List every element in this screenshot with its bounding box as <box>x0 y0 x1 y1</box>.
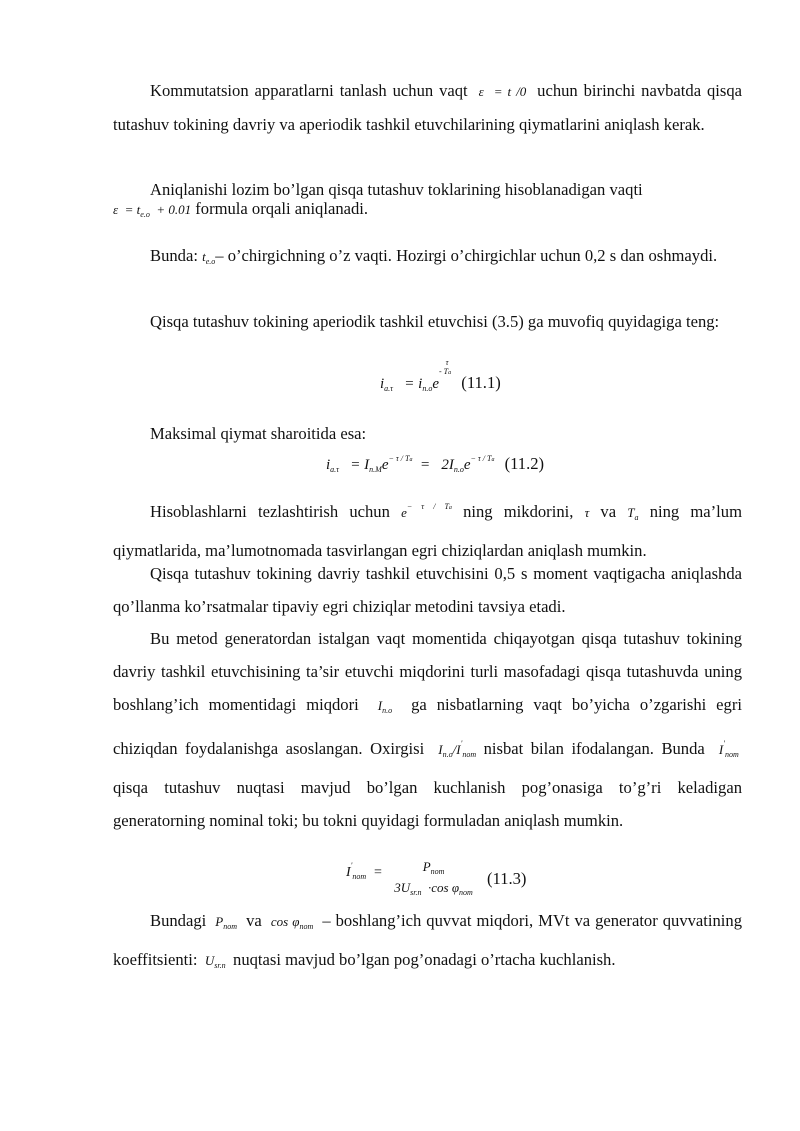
equation-11-3-label: (11.3) <box>486 868 527 888</box>
paragraph-8: Bu metod generatordan istalgan vaqt momentida chiqayotgan qisqa tutashuv tokining davriy tashkil etuvchisining ta’sir etuvchi miqdorini turli masofadagi qisqa tutashuvda uning boshlang’ich momentidagi miqdori $I_{n.o}$ ga nisbatlarning vaqt bo’yicha o’zgarishi egri chiziqdan foydalanishga asoslangan. Oxirgisi $I_{n.o}/I'_{nom}$ nisbat bilan ifodalangan. Bunda $I'_{nom}$ qisqa tutashuv nuqtasi mavjud bo’lgan kuchlanish pog’onasiga to’g’ri keladigan generatorning nominal toki; bu tokni quyidagi formuladan aniqlash mumkin. <box>113 629 742 830</box>
paragraph-1: Kommutatsion apparatlarni tanlash uchun vaqt ε = t /0 uchun birinchi navbatda qisqa tutashuv tokining davriy va aperiodik tashkil etuvchilarining qiymatlarini aniqlash kerak. <box>113 81 742 134</box>
equation-11-1: $i_{a.\tau} = i_{n.o}e$ τ - Ta (11.1) <box>380 358 501 393</box>
paragraph-2-line-2: $\varepsilon = t_{e.o} + 0.01$ formula orqali aniqlanadi. <box>113 199 369 219</box>
paragraph-9: Bundagi $P_{nom}$ va $\cos \varphi_{nom}$ – boshlang’ich quvvat miqdori, MVt va generator quvvatining koeffitsienti: $U_{sr.n}$ nuqtasi mavjud bo’lgan pog’onadagi o’rtacha kuchlanish. <box>113 911 743 970</box>
paragraph-4: Qisqa tutashuv tokining aperiodik tashkil etuvchisi (3.5) ga muvofiq quyidagiga teng: <box>150 312 720 331</box>
equation-11-2-label: (11.2) <box>504 454 545 473</box>
equation-11-1-label: (11.1) <box>461 373 501 392</box>
equation-11-2: $i_{a.\tau} = I_{n.M}e^{- \tau / Ta} = 2I_{n.o}e^{- \tau / Ta}$ (11.2) <box>326 454 545 474</box>
equation-11-3: $I'_{nom}$ = $P_{nom}$ $3U_{sr.n} \cdot\cos$ $\varphi_{nom}$ (11.3) <box>346 859 527 897</box>
paragraph-5: Maksimal qiymat sharoitida esa: <box>150 424 367 443</box>
paragraph-7: Qisqa tutashuv tokining davriy tashkil etuvchisini 0,5 s moment vaqtigacha aniqlashda qo’llanma ko’rsatmalar tipaviy egri chiziqlar metodini tavsiya etadi. <box>113 564 742 616</box>
paragraph-2: Aniqlanishi lozim bo’lgan qisqa tutashuv toklarining hisoblanadigan vaqti <box>150 180 643 199</box>
paragraph-3: Bunda: $t_{e.o}-$ o’chirgichning o’z vaqti. Hozirgi o’chirgichlar uchun 0,2 s dan oshmaydi. <box>150 246 718 266</box>
paragraph-6: Hisoblashlarni tezlashtirish uchun $e^{- \tau / Ta}$ ning mikdorini, τ va $T_a$ ning ma’lum qiymatlarida, ma’lumotnomada tasvirlangan egri chiziqlardan aniqlash mumkin. <box>113 502 743 560</box>
